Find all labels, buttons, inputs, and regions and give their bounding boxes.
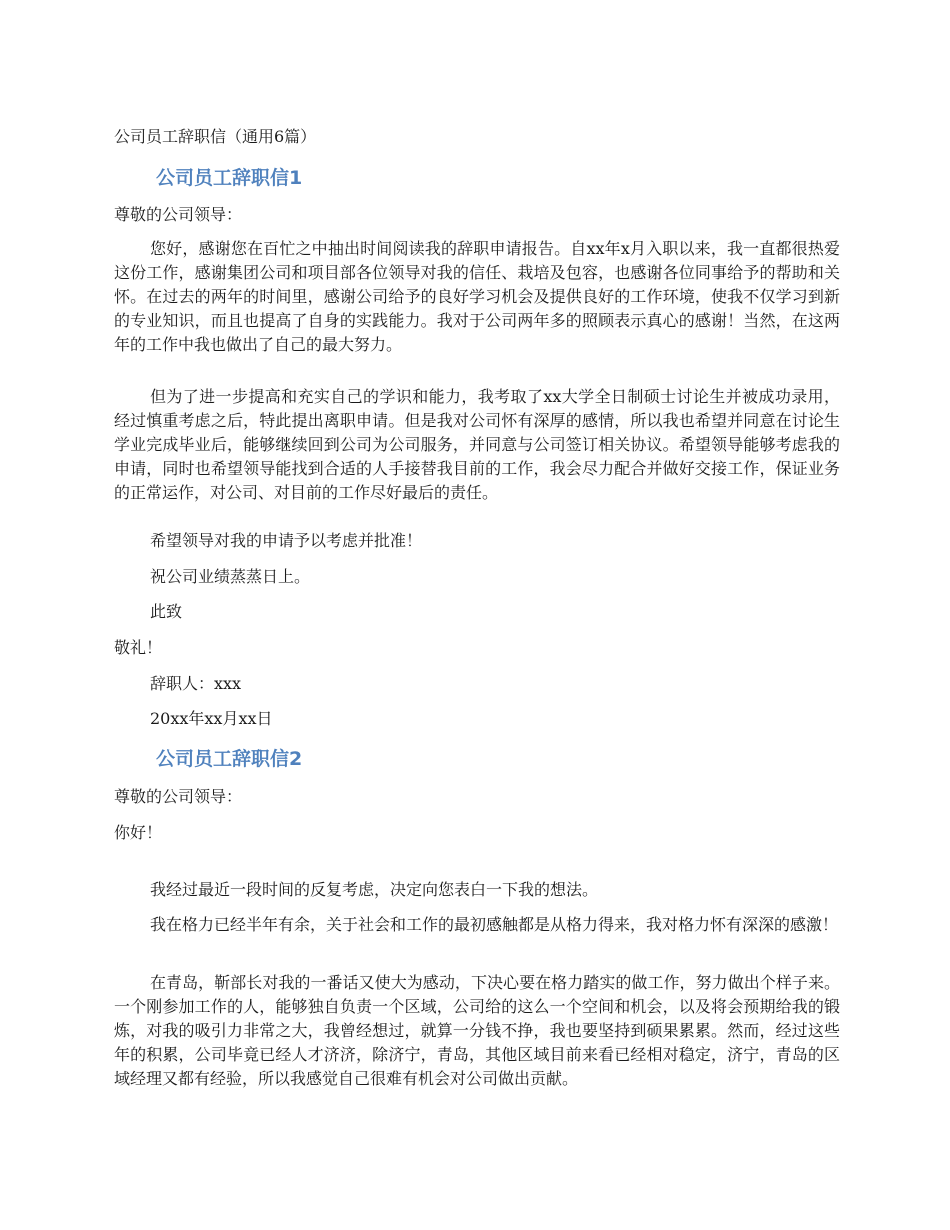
letter-1-salutation: 尊敬的公司领导：: [114, 205, 243, 224]
letter-2-paragraph-1: 我经过最近一段时间的反复考虑，决定向您表白一下我的想法。: [150, 880, 599, 899]
letter-1-heading: 公司员工辞职信1: [156, 167, 303, 189]
letter-2-paragraph-3: 在青岛，靳部长对我的一番话又使大为感动，下决心要在格力踏实的做工作，努力做出个样子来。一个刚参加工作的人，能够独自负责一个区域，公司给的这么一个空间和机会，以及将会预期给我的锻炼，对我的吸引力非常之大，我曾经想过，就算一分钱不挣，我也要坚持到硕果累累。然而，经过这些年的积累，公司毕竟已经人才济济，除济宁，青岛，其他区域目前来看已经相对稳定，济宁，青岛的区域经理又都有经验，所以我感觉自己很难有机会对公司做出贡献。: [114, 973, 840, 1088]
letter-1-date: 20xx年xx月xx日: [150, 709, 273, 728]
letter-2-salutation: 尊敬的公司领导：: [114, 787, 243, 806]
letter-2-greeting: 你好！: [114, 823, 163, 842]
letter-1-request: 希望领导对我的申请予以考虑并批准！: [150, 531, 423, 550]
letter-1-paragraph-2: 但为了进一步提高和充实自己的学识和能力，我考取了xx大学全日制硕士讨论生并被成功录用，经过慎重考虑之后，特此提出离职申请。但是我对公司怀有深厚的感情，所以我也希望并同意在讨论生学业完成毕业后，能够继续回到公司为公司服务，并同意与公司签订相关协议。希望领导能够考虑我的申请，同时也希望领导能找到合适的人手接替我目前的工作，我会尽力配合并做好交接工作，保证业务的正常运作，对公司、对目前的工作尽好最后的责任。: [114, 387, 840, 502]
letter-1-closing: 此致: [150, 602, 183, 621]
document-title: 公司员工辞职信（通用6篇）: [114, 127, 317, 146]
letter-1-paragraph-1: 您好，感谢您在百忙之中抽出时间阅读我的辞职申请报告。自xx年x月入职以来，我一直都很热爱这份工作，感谢集团公司和项目部各位领导对我的信任、栽培及包容，也感谢各位同事给予的帮助和关怀。在过去的两年的时间里，感谢公司给予的良好学习机会及提供良好的工作环境，使我不仅学习到新的专业知识，而且也提高了自身的实践能力。我对于公司两年多的照顾表示真心的感谢！当然，在这两年的工作中我也做出了自己的最大努力。: [114, 239, 840, 354]
letter-1-wish: 祝公司业绩蒸蒸日上。: [150, 567, 311, 586]
letter-2-paragraph-2: 我在格力已经半年有余，关于社会和工作的最初感触都是从格力得来，我对格力怀有深深的感激！: [150, 915, 839, 934]
letter-1-salute: 敬礼！: [114, 638, 163, 657]
letter-2-heading: 公司员工辞职信2: [156, 748, 303, 770]
letter-1-signer: 辞职人：xxx: [150, 674, 242, 693]
